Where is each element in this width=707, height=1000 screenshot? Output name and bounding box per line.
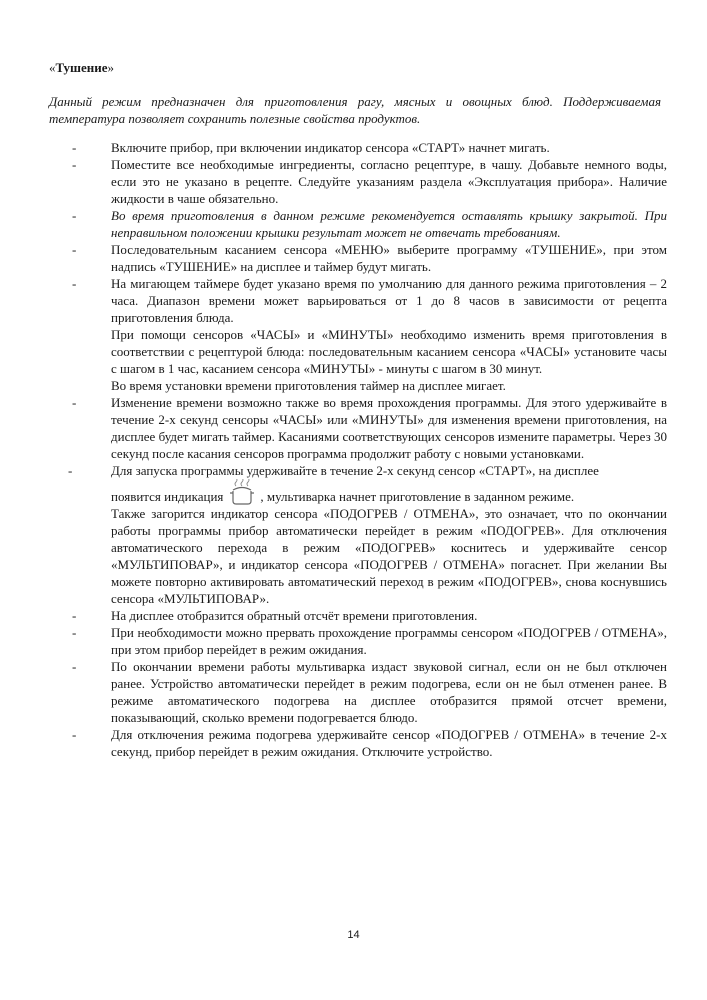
- list-item-text: При необходимости можно прервать прохождение программы сенсором «ПОДОГРЕВ / ОТМЕНА», при этом прибор перейдет в режим ожидания.: [111, 625, 667, 657]
- list-dash: -: [72, 208, 77, 223]
- list-item: [49, 156, 667, 207]
- list-dash: -: [72, 727, 77, 742]
- page-number: 14: [347, 929, 360, 941]
- list-item: [49, 658, 667, 726]
- list-item: [49, 726, 667, 760]
- list-item-text: Также загорится индикатор сенсора «ПОДОГРЕВ / ОТМЕНА», это означает, что по окончании работы программы прибор автоматически перейдет в режим «ПОДОГРЕВ». Для отключения автоматического перехода в режим «ПОДОГРЕВ» коснитесь и удерживайте сенсор «МУЛЬТИПОВАР», и индикатор сенсора «ПОДОГРЕВ / ОТМЕНА» погаснет. При желании Вы можете повторно активировать автоматический переход в режим «ПОДОГРЕВ», снова коснувшись сенсора «МУЛЬТИПОВАР».: [111, 506, 667, 606]
- list-item: [49, 462, 667, 607]
- list-dash: -: [68, 463, 73, 478]
- list-dash: -: [72, 140, 77, 155]
- list-item-text: Поместите все необходимые ингредиенты, согласно рецептуре, в чашу. Добавьте немного воды, если это не указано в рецепте. Следуйте указаниям раздела «Эксплуатация прибора». Наличие жидкости в чаше обязательно.: [111, 157, 667, 206]
- list-item: [49, 624, 667, 658]
- list-dash: -: [72, 395, 77, 410]
- list-item: [49, 207, 667, 241]
- intro-paragraph: Данный режим предназначен для приготовления рагу, мясных и овощных блюд. Поддерживаемая температура позволяет сохранить полезные свойства продуктов.: [49, 94, 661, 126]
- list-item: [49, 241, 667, 275]
- instruction-list: [49, 139, 667, 760]
- indicator-text-before: появится индикация: [111, 489, 224, 504]
- list-item: [49, 607, 667, 624]
- title-open-quote: «: [49, 60, 56, 75]
- indicator-line: [111, 479, 667, 505]
- list-item-text-italic: Во время приготовления в данном режиме рекомендуется оставлять крышку закрытой. При неправильном положении крышки результат может не отвечать требованиям.: [111, 208, 667, 240]
- title-word: Тушение: [55, 60, 108, 75]
- list-item-text: По окончании времени работы мультиварка издаст звуковой сигнал, если он не был отключен ранее. Устройство автоматически перейдет в режим подогрева, если он не был отменен ранее. В режиме автоматического подогрева на дисплее отобразится прямой отсчет времени, показывающий, сколько времени подогревается блюдо.: [111, 659, 667, 725]
- section-title: [49, 60, 114, 76]
- list-dash: -: [72, 276, 77, 291]
- list-item-text: Включите прибор, при включении индикатор сенсора «СТАРТ» начнет мигать.: [111, 140, 550, 155]
- list-item: [49, 275, 667, 394]
- list-dash: -: [72, 242, 77, 257]
- list-item-text: На дисплее отобразится обратный отсчёт времени приготовления.: [111, 608, 478, 623]
- list-item: [49, 139, 667, 156]
- list-item-text: Последовательным касанием сенсора «МЕНЮ» выберите программу «ТУШЕНИЕ», при этом надпись «ТУШЕНИЕ» на дисплее и таймер будут мигать.: [111, 242, 667, 274]
- list-item-text: Изменение времени возможно также во время прохождения программы. Для этого удерживайте в течение 2-х секунд сенсоры «ЧАСЫ» или «МИНУТЫ» для изменения времени приготовления, на дисплее будет мигать таймер. Касаниями соответствующих сенсоров измените параметры. Через 30 секунд после касания сенсоров программа продолжит работу с новыми установками.: [111, 395, 667, 461]
- list-item-text: Во время установки времени приготовления таймер на дисплее мигает.: [111, 378, 506, 393]
- list-dash: -: [72, 659, 77, 674]
- steaming-pot-icon: [225, 479, 259, 505]
- list-item-text: Для запуска программы удерживайте в течение 2-х секунд сенсор «СТАРТ», на дисплее: [111, 463, 599, 478]
- list-item-text: На мигающем таймере будет указано время по умолчанию для данного режима приготовления – 2 часа. Диапазон времени может варьироваться от 1 до 8 часов в зависимости от рецепта приготовления блюда.: [111, 276, 667, 325]
- title-close-quote: »: [107, 60, 115, 75]
- indicator-text-after: , мультиварка начнет приготовление в заданном режиме.: [260, 489, 575, 504]
- list-dash: -: [72, 625, 77, 640]
- list-dash: -: [72, 608, 77, 623]
- list-item-text: Для отключения режима подогрева удерживайте сенсор «ПОДОГРЕВ / ОТМЕНА» в течение 2-х секунд, прибор перейдет в режим ожидания. Отключите устройство.: [111, 727, 667, 759]
- list-item: [49, 394, 667, 462]
- list-item-text: При помощи сенсоров «ЧАСЫ» и «МИНУТЫ» необходимо изменить время приготовления в соответствии с рецептурой блюда: последовательным касанием сенсора «ЧАСЫ» установите часы с шагом в 1 час, касанием сенсора «МИНУТЫ» - минуты с шагом в 30 минут.: [111, 327, 667, 376]
- list-dash: -: [72, 157, 77, 172]
